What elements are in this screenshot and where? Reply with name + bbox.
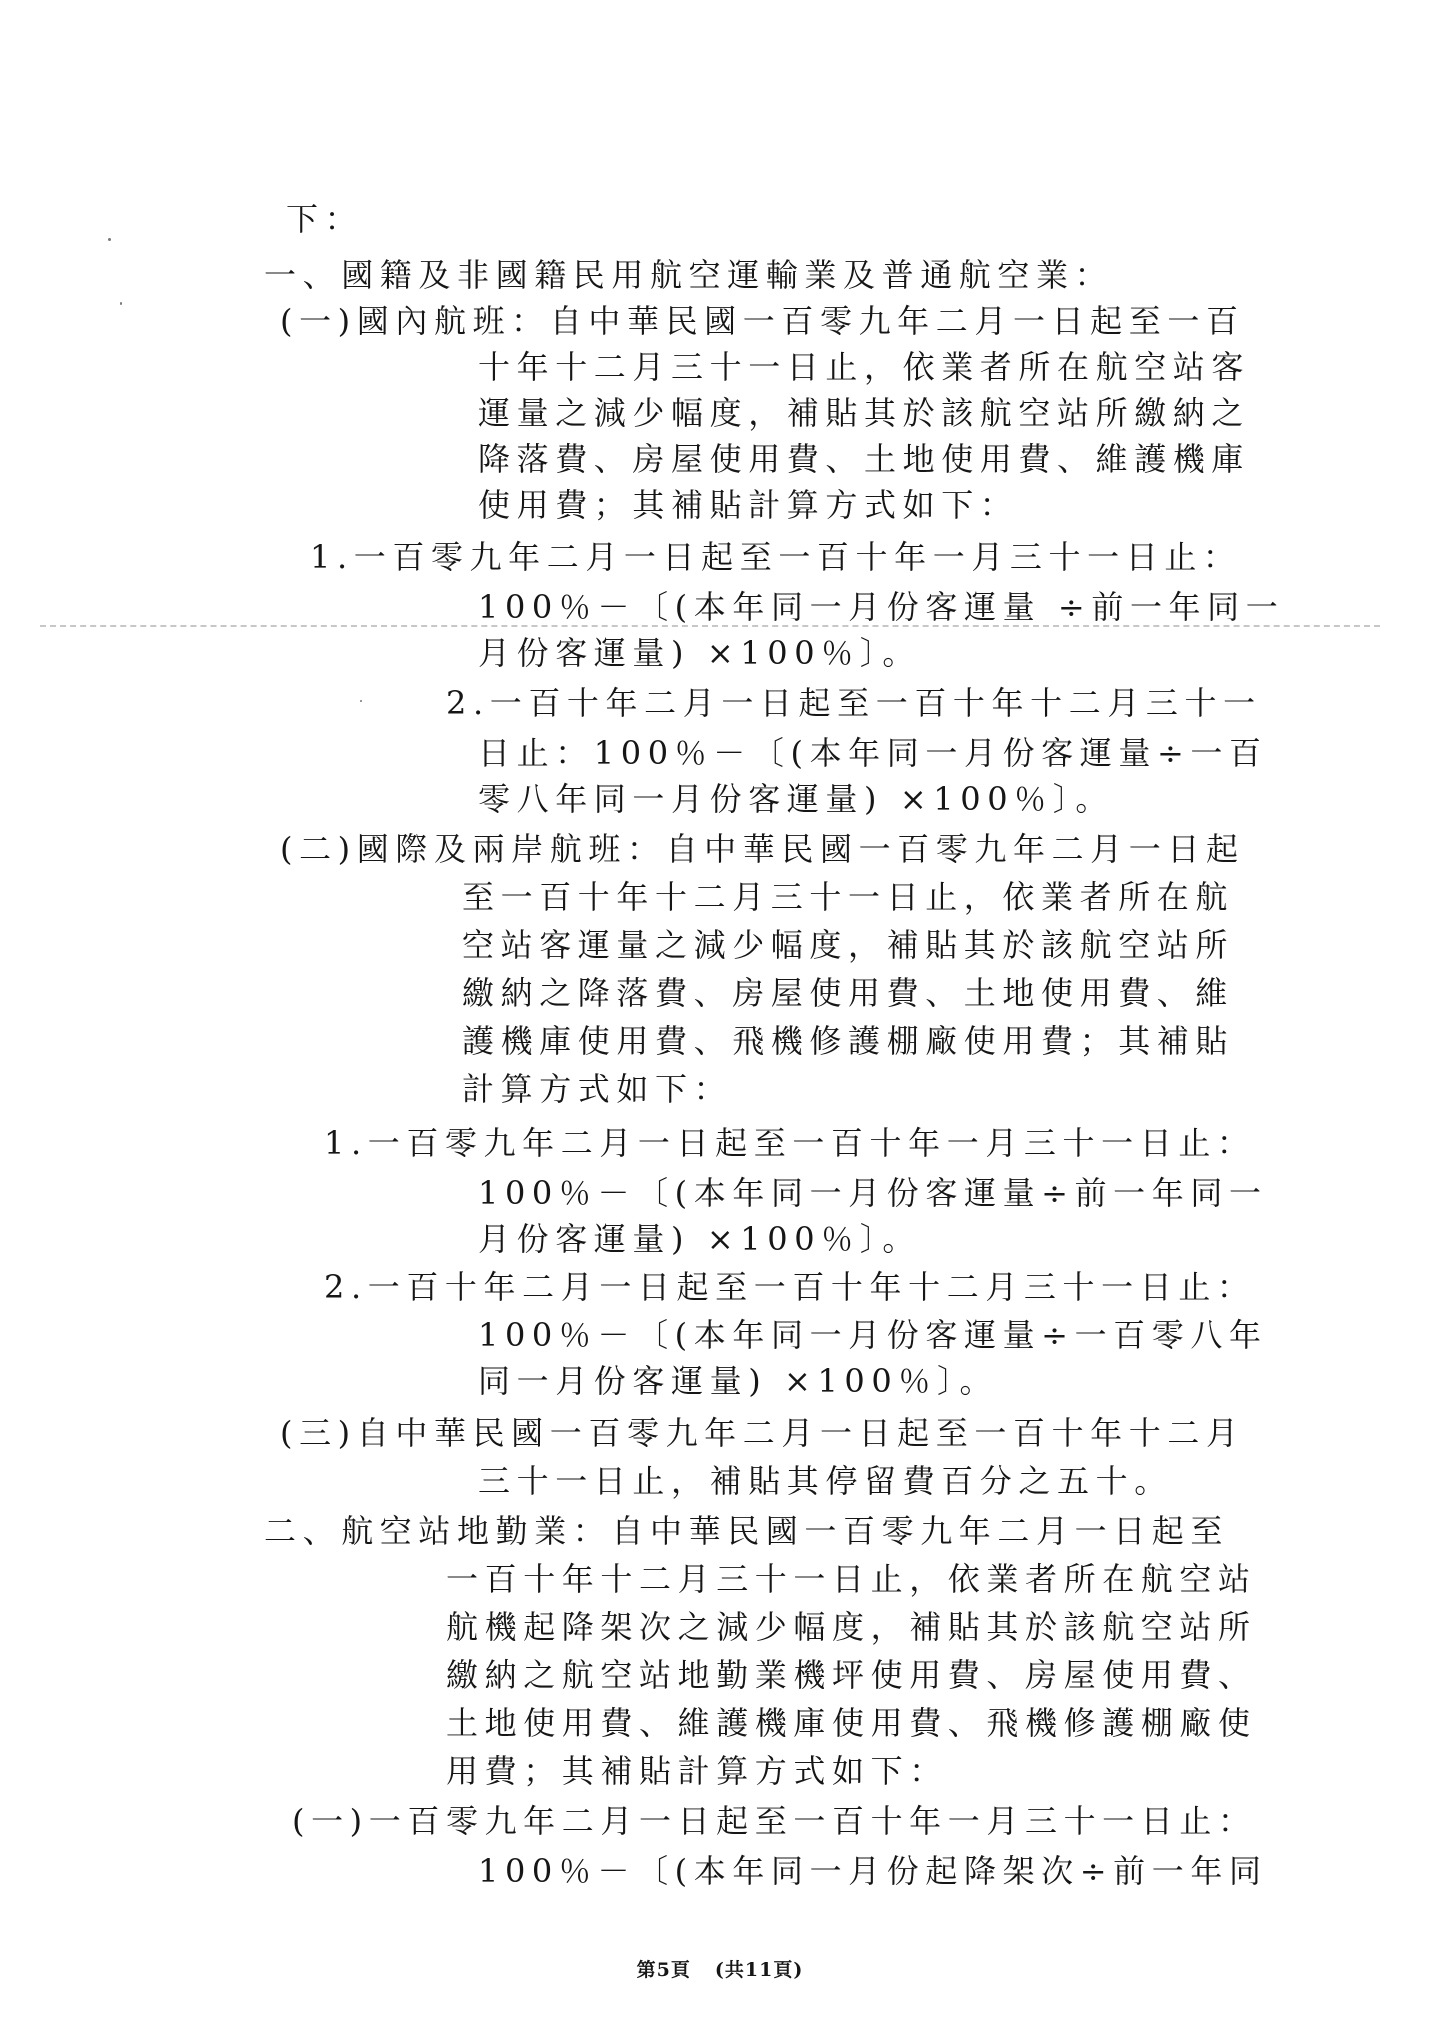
text-line: 一百十年十二月三十一日止，依業者所在航空站 [446,1560,1257,1598]
text-line: 繳納之降落費、房屋使用費、土地使用費、維 [462,974,1235,1012]
formula-line: 日止：100％－〔(本年同一月份客運量÷一百 [478,734,1268,772]
scan-speck [108,238,111,241]
subsection-heading: (一)國內航班：自中華民國一百零九年二月一日起至一百 [280,302,1245,340]
section-heading: 一、國籍及非國籍民用航空運輸業及普通航空業： [264,256,1114,294]
text-line: 計算方式如下： [462,1070,733,1108]
list-item: 1.一百零九年二月一日起至一百十年一月三十一日止： [310,538,1242,576]
text-line: 空站客運量之減少幅度，補貼其於該航空站所 [462,926,1235,964]
formula-line: 100％－〔(本年同一月份客運量÷前一年同一 [478,1174,1268,1212]
formula-line: 月份客運量) ×100％〕。 [478,634,921,672]
subsection-heading: (三)自中華民國一百零九年二月一日起至一百十年十二月 [280,1414,1245,1452]
text-line: 降落費、房屋使用費、土地使用費、維護機庫 [478,440,1251,478]
subsection-heading: (一)一百零九年二月一日起至一百十年一月三十一日止： [292,1802,1257,1840]
subsection-heading: (二)國際及兩岸航班：自中華民國一百零九年二月一日起 [280,830,1245,868]
scan-speck [360,700,362,702]
text-line: 用費；其補貼計算方式如下： [446,1752,948,1790]
text-line: 下： [286,200,364,238]
text-line: 至一百十年十二月三十一日止，依業者所在航 [462,878,1235,916]
text-line: 護機庫使用費、飛機修護棚廠使用費；其補貼 [462,1022,1235,1060]
list-item: 2.一百十年二月一日起至一百十年十二月三十一日止： [324,1268,1256,1306]
formula-line: 100％－〔(本年同一月份客運量÷一百零八年 [478,1316,1268,1354]
formula-line: 100％－〔(本年同一月份起降架次÷前一年同 [478,1852,1268,1890]
scan-speck [120,302,122,305]
text-line: 繳納之航空站地勤業機坪使用費、房屋使用費、 [446,1656,1257,1694]
section-heading: 二、航空站地勤業：自中華民國一百零九年二月一日起至 [264,1512,1230,1550]
text-line: 航機起降架次之減少幅度，補貼其於該航空站所 [446,1608,1257,1646]
formula-line: 同一月份客運量) ×100％〕。 [478,1362,999,1400]
list-item: 2.一百十年二月一日起至一百十年十二月三十一 [446,684,1262,722]
page-footer [0,1958,1440,1982]
text-line: 十年十二月三十一日止，依業者所在航空站客 [478,348,1251,386]
formula-line: 零八年同一月份客運量) ×100％〕。 [478,780,1114,818]
text-line: 使用費；其補貼計算方式如下： [478,486,1019,524]
text-line: 土地使用費、維護機庫使用費、飛機修護棚廠使 [446,1704,1257,1742]
formula-line: 100％－〔(本年同一月份客運量 ÷前一年同一 [478,588,1285,626]
formula-line: 月份客運量) ×100％〕。 [478,1220,921,1258]
page-number: 第5頁 [636,1959,691,1981]
page-total: (共11頁) [714,1959,804,1981]
list-item: 1.一百零九年二月一日起至一百十年一月三十一日止： [324,1124,1256,1162]
text-line: 三十一日止，補貼其停留費百分之五十。 [478,1462,1173,1500]
text-line: 運量之減少幅度，補貼其於該航空站所繳納之 [478,394,1251,432]
